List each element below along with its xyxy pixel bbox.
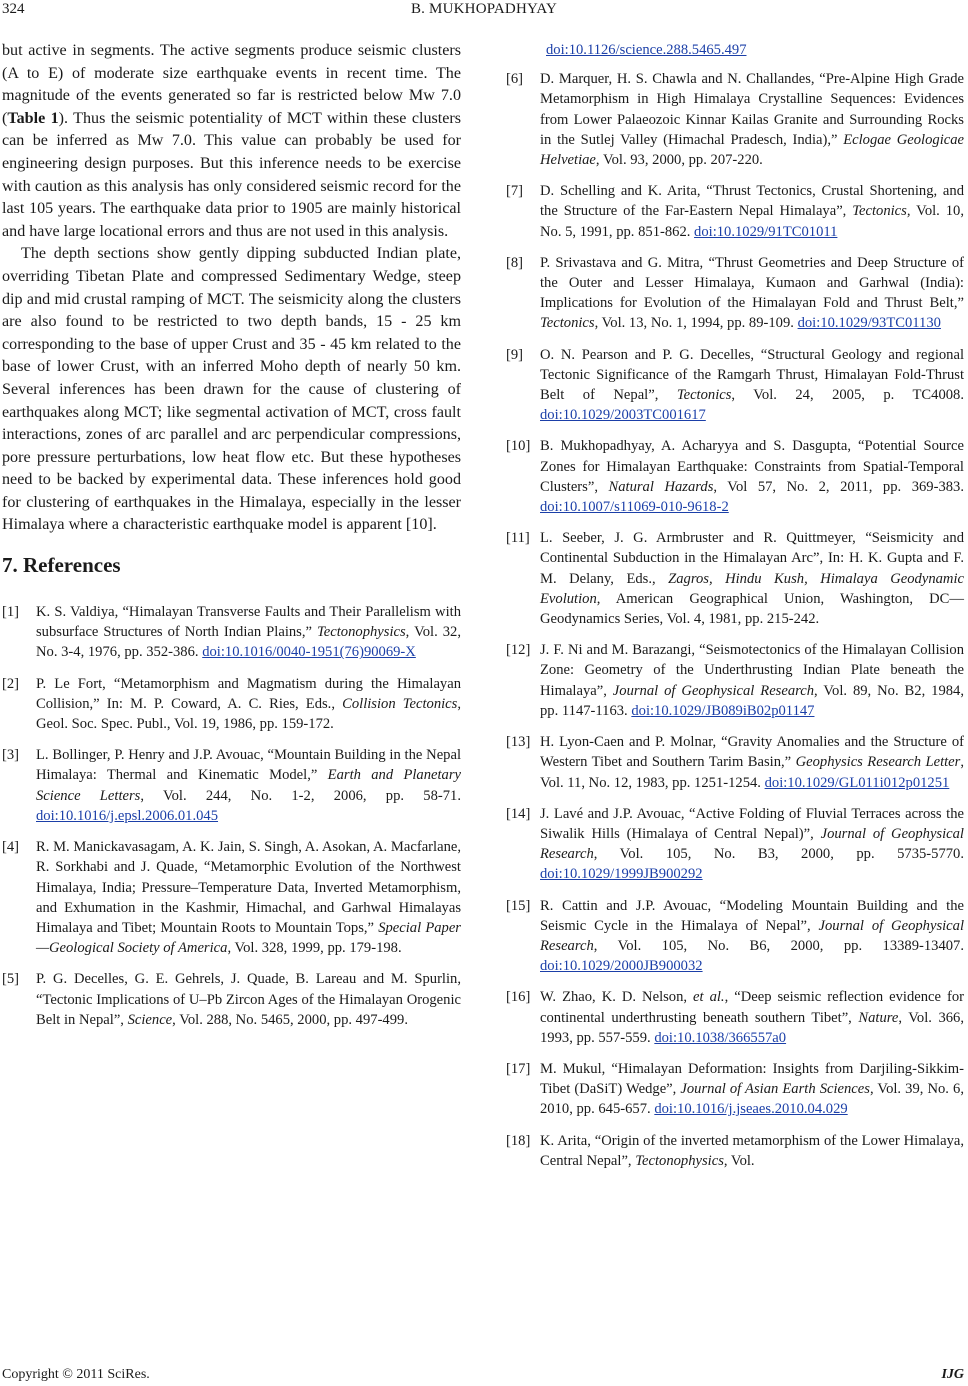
reference-text	[540, 987, 964, 1048]
reference-item	[506, 896, 964, 977]
reference-number: [8]	[506, 254, 524, 271]
reference-text	[36, 674, 461, 735]
reference-item	[506, 181, 964, 242]
reference-italic: Nature	[858, 1009, 899, 1026]
reference-segment: O. N. Pearson and P. G. Decelles, “Structural Geology and regional Tectonic Significance of the Ramgarh Thrust, Himalayan Fold-Thrust Belt of Nepal”,	[540, 346, 964, 404]
reference-segment: K. Arita, “Origin of the inverted metamorphism of the Lower Himalaya, Central Nepal”,	[540, 1132, 964, 1169]
body-paragraph	[2, 40, 461, 243]
reference-segment: , Vol. 11, No. 12, 1983, pp. 1251-1254.	[540, 754, 964, 791]
reference-italic: Tectonophysics	[317, 624, 406, 641]
reference-segment: , Vol. 24, 2005, p. TC4008.	[731, 387, 964, 404]
reference-segment: , Vol. 288, No. 5465, 2000, pp. 497-499.	[172, 1011, 408, 1028]
paragraph-text: ). Thus the seismic potentiality of MCT within these clusters can be inferred as Mw 7.0. This value can probably be used for engineering design purposes. But this inference needs to be exercise with caution as this analysis has only considered seismic record for the last 105 years. The earthquake data prior to 1905 are mainly historical and have large locational errors and thus are not used in this analysis.	[2, 109, 461, 240]
doi-link[interactable]: doi:10.1029/93TC01130	[797, 315, 941, 332]
reference-segment: , Vol. 13, No. 1, 1994, pp. 89-109.	[594, 315, 798, 332]
reference-text	[36, 745, 461, 826]
doi-link[interactable]: doi:10.1029/JB089iB02p01147	[631, 702, 815, 719]
reference-number: [3]	[2, 747, 20, 764]
reference-segment: P. Le Fort, “Metamorphism and Magmatism during the Himalayan Collision,” In: M. P. Coward, A. C. Ries, Eds.,	[36, 675, 461, 712]
reference-item	[2, 969, 461, 1030]
reference-text	[540, 528, 964, 629]
doi-link[interactable]: doi:10.1007/s11069-010-9618-2	[540, 499, 729, 516]
reference-text	[540, 1059, 964, 1120]
reference-item	[2, 674, 461, 735]
running-head-author: B. MUKHOPADHYAY	[410, 1, 558, 17]
reference-italic: Tectonics,	[852, 203, 911, 220]
reference-segment: D. Schelling and K. Arita, “Thrust Tectonics, Crustal Shortening, and the Structure of the Far-Eastern Nepal Himalaya”,	[540, 183, 964, 220]
reference-item	[506, 253, 964, 334]
doi-link[interactable]: doi:10.1038/366557a0	[654, 1029, 787, 1046]
reference-text	[540, 640, 964, 721]
reference-segment: , Vol 57, No. 2, 2011, pp. 369-383.	[713, 478, 964, 495]
body-paragraph: The depth sections show gently dipping subducted Indian plate, overriding Tibetan Plate and compressed Sedimentary Wedge, steep dip and mid crustal ramping of MCT. The seismicity along the clusters are also found to be restricted to two depth bands, 15 - 25 km corresponding to the base of upper Crust and 35 - 45 km related to the base of lower Crust, with an inferred Moho depth of nearly 50 km. Several inferences has been drawn for the cause of clustering of earthquakes along MCT; like segmental activation of MCT, cross fault interactions, zones of arc parallel and arc perpendicular compressions, pore pressure perturbations, low heat flow etc. But these hypotheses need to be backed by experimental data. These inferences hold good for clustering of earthquakes in the Himalaya, especially in the lesser Himalaya where a characteristic earthquake model is apparent [10].	[2, 245, 461, 534]
reference-segment: R. M. Manickavasagam, A. K. Jain, S. Singh, A. Asokan, A. Macfarlane, R. Sorkhabi and J. Quade, “Metamorphic Evolution of the Northwest Himalaya, India; Pressure–Temperature Data, Inverted Metamorphism, and Exhumation in the Kashmir, Himachal, and Garhwal Himalayas Himalaya and Tibet; Mountain Roots to Mountain Tops,”	[36, 839, 461, 936]
reference-italic: Journal of Geophysical Research	[540, 917, 965, 954]
reference-segment: J. F. Ni and M. Barazangi, “Seismotectonics of the Himalayan Collision Zone: Geometry of the Underthrusting Indian Plate beneath the Himalaya”,	[540, 642, 964, 699]
reference-segment: R. Cattin and J.P. Avouac, “Modeling Mountain Building and the Seismic Cycle in the Himalaya of Nepal”,	[540, 897, 964, 934]
reference-italic: Tectonophysics	[635, 1152, 724, 1169]
reference-number: [12]	[506, 642, 531, 659]
reference-italic: Geophysics Research Letter	[795, 754, 961, 771]
reference-text	[540, 181, 964, 242]
reference-segment: Vol. 10, No. 5, 1991, pp. 851-862.	[540, 203, 964, 240]
reference-text	[540, 345, 964, 426]
reference-segment: J. Lavé and J.P. Avouac, “Active Folding of Fluvial Terraces across the Siwalik Hills (Himalaya of Central Nepal)”,	[540, 805, 964, 842]
reference-item	[506, 732, 964, 793]
reference-segment: , Vol. 39, No. 6, 2010, pp. 645-657.	[540, 1081, 964, 1118]
reference-continuation	[506, 40, 964, 60]
reference-segment: , Vol.	[723, 1152, 755, 1169]
reference-item	[506, 1131, 964, 1171]
reference-text	[36, 602, 461, 663]
reference-number: [7]	[506, 183, 524, 200]
reference-italic: Tectonics	[540, 315, 595, 332]
reference-italic: Science	[127, 1011, 173, 1028]
reference-text	[540, 253, 964, 334]
reference-number: [1]	[2, 604, 20, 621]
reference-segment: K. S. Valdiya, “Himalayan Transverse Faults and Their Parallelism with subsurface Structures of North Indian Plains,”	[36, 604, 461, 641]
reference-list	[2, 602, 461, 1030]
reference-italic: Natural Hazards	[608, 478, 714, 495]
reference-segment: , Vol. 105, No. B6, 2000, pp. 13389-13407.	[593, 937, 964, 954]
reference-segment: L. Bollinger, P. Henry and J.P. Avouac, “Mountain Building in the Nepal Himalaya: Thermal and Kinematic Model,”	[36, 747, 461, 784]
reference-item	[506, 987, 964, 1048]
reference-number: [16]	[506, 989, 531, 1006]
reference-list	[506, 69, 964, 1171]
doi-link[interactable]: doi:10.1029/2003TC001617	[540, 407, 706, 424]
reference-item	[506, 1059, 964, 1120]
reference-number: [9]	[506, 346, 524, 363]
reference-text	[540, 69, 964, 170]
reference-segment: P. G. Decelles, G. E. Gehrels, J. Quade, B. Lareau and M. Spurlin, “Tectonic Implications of U–Pb Zircon Ages of the Himalayan Orogenic Belt in Nepal”,	[36, 971, 461, 1028]
reference-segment: B. Mukhopadhyay, A. Acharyya and S. Dasgupta, “Potential Source Zones for Himalayan Earthquake: Constraints from Spatial-Temporal Clusters”,	[540, 438, 964, 495]
reference-italic: Eclogae Geologicae Helvetiae	[540, 131, 965, 169]
reference-number: [15]	[506, 897, 531, 914]
reference-text	[36, 969, 461, 1030]
reference-segment: , Vol. 105, No. B3, 2000, pp. 5735-5770.	[593, 846, 964, 863]
reference-segment: , Vol. 93, 2000, pp. 207-220.	[595, 152, 763, 169]
page-footer	[0, 1367, 968, 1386]
reference-segment: H. Lyon-Caen and P. Molnar, “Gravity Anomalies and the Structure of Western Tibet and Southern Tarim Basin,”	[540, 734, 964, 771]
reference-item	[506, 69, 964, 170]
reference-number: [2]	[2, 675, 20, 692]
doi-link[interactable]: doi:10.1029/1999JB900292	[540, 866, 703, 883]
reference-segment: , Vol. 89, No. B2, 1984, pp. 1147-1163.	[540, 682, 964, 719]
page-number: 324	[2, 1, 25, 17]
reference-text	[540, 804, 964, 885]
doi-link[interactable]: doi:10.1029/2000JB900032	[540, 958, 703, 975]
doi-link[interactable]: doi:10.1016/j.epsl.2006.01.045	[36, 807, 219, 824]
reference-italic: et al.	[693, 989, 725, 1006]
reference-segment: , Vol. 328, 1999, pp. 179-198.	[227, 940, 402, 957]
reference-number: [5]	[2, 971, 20, 988]
doi-link[interactable]: doi:10.1029/91TC01011	[694, 223, 838, 240]
right-column	[506, 40, 964, 1182]
doi-link[interactable]: doi:10.1016/j.jseaes.2010.04.029	[654, 1101, 848, 1118]
reference-text	[36, 837, 461, 958]
reference-item	[506, 345, 964, 426]
section-heading: 7. References	[2, 553, 121, 578]
reference-italic: Journal of Asian Earth Sciences	[680, 1081, 870, 1098]
reference-number: [17]	[506, 1060, 531, 1077]
reference-item	[2, 602, 461, 663]
left-column	[2, 40, 461, 1041]
paragraph-text: but active in segments. The active segments produce seismic clusters (A to E) of moderate size earthquake events in recent time. The magnitude of the events generated so far is restricted below Mw 7.0 (	[2, 42, 461, 127]
reference-number: [14]	[506, 805, 531, 822]
reference-number: [4]	[2, 839, 20, 856]
reference-number: [18]	[506, 1132, 531, 1149]
reference-segment: , Vol. 244, No. 1-2, 2006, pp. 58-71.	[140, 787, 461, 804]
reference-number: [13]	[506, 734, 531, 751]
reference-text	[540, 436, 964, 517]
reference-segment: , Geol. Soc. Spec. Publ., Vol. 19, 1986, pp. 159-172.	[36, 695, 461, 733]
reference-italic: Special Paper—Geological Society of America	[36, 919, 461, 957]
reference-text	[540, 1131, 964, 1171]
table-reference: Table 1	[7, 109, 59, 127]
reference-segment: , American Geographical Union, Washington, DC—Geodynamics Series, Vol. 4, 1981, pp. 215-242.	[540, 590, 964, 628]
reference-segment: D. Marquer, H. S. Chawla and N. Challandes, “Pre-Alpine High Grade Metamorphism in High Himalaya Crystalline Sequences: Evidences from Lower Palaeozoic Kinnar Kailas Granite and Surrounding Rocks in the Sutlej Valley (Himachal Pradesch, India),”	[540, 71, 964, 148]
reference-segment: L. Seeber, J. G. Armbruster and R. Quittmeyer, “Seismicity and Continental Subduction in the Himalayan Arc”, In: H. K. Gupta and F. M. Delany, Eds.,	[540, 530, 964, 587]
reference-segment: , Vol. 32, No. 3-4, 1976, pp. 352-386.	[36, 624, 461, 661]
reference-italic: Journal of Geophysical Research	[540, 825, 964, 863]
copyright-notice: Copyright © 2011 SciRes.	[2, 1367, 150, 1382]
reference-item	[2, 837, 461, 958]
reference-number: [10]	[506, 438, 531, 455]
reference-italic: Zagros, Hindu Kush, Himalaya Geodynamic Evolution	[540, 570, 964, 607]
reference-item	[506, 640, 964, 721]
reference-italic: Tectonics	[676, 387, 732, 404]
reference-segment: , “Deep seismic reflection evidence for continental underthrusting beneath southern Tibet”,	[540, 989, 965, 1026]
reference-number: [6]	[506, 71, 524, 88]
reference-segment: P. Srivastava and G. Mitra, “Thrust Geometries and Deep Structure of the Outer and Lesser Himalaya, Kumaon and Garhwal (India): Implications for Evolution of the Himalayan Fold and Thrust Belt,”	[540, 254, 964, 312]
reference-text	[540, 896, 964, 977]
reference-number: [11]	[506, 530, 530, 547]
doi-link[interactable]: doi:10.1016/0040-1951(76)90069-X	[202, 644, 416, 661]
doi-link[interactable]: doi:10.1126/science.288.5465.497	[546, 42, 747, 58]
reference-italic: Journal of Geophysical Research	[612, 682, 815, 699]
reference-item	[506, 436, 964, 517]
reference-italic: Collision Tectonics	[342, 695, 458, 712]
journal-abbreviation: IJG	[941, 1367, 964, 1382]
reference-italic: Earth and Planetary Science Letters	[36, 767, 462, 804]
running-header	[0, 0, 968, 22]
doi-link[interactable]: doi:10.1029/GL011i012p01251	[764, 774, 950, 791]
reference-item	[506, 804, 964, 885]
reference-segment: W. Zhao, K. D. Nelson,	[540, 989, 694, 1006]
reference-text	[540, 732, 964, 793]
reference-segment: , Vol. 366, 1993, pp. 557-559.	[540, 1009, 964, 1046]
reference-segment: M. Mukul, “Himalayan Deformation: Insights from Darjiling-Sikkim-Tibet (DaSiT) Wedge”,	[540, 1060, 964, 1098]
reference-item	[2, 745, 461, 826]
reference-item	[506, 528, 964, 629]
